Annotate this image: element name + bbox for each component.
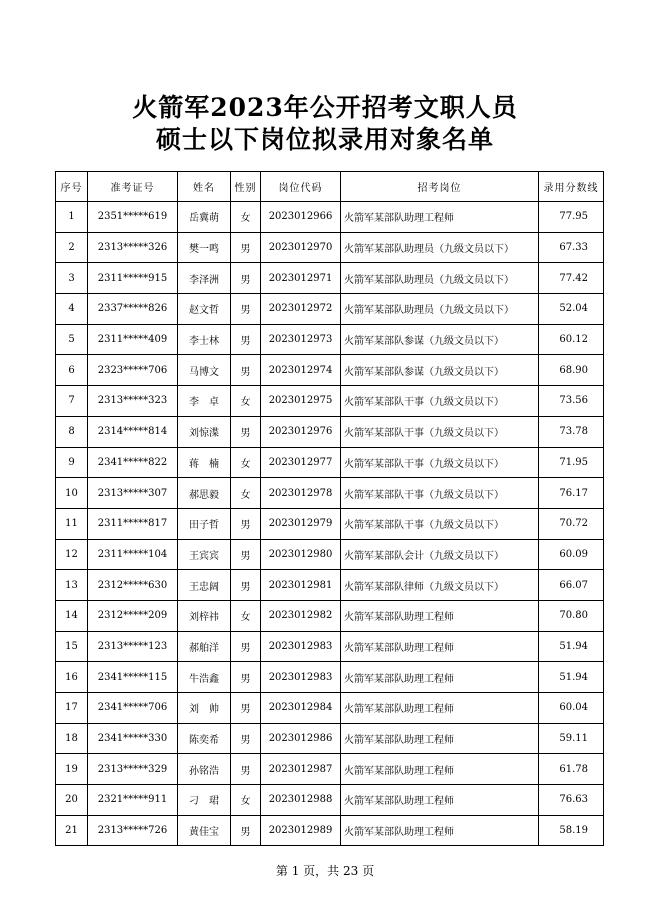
table-row	[56, 539, 604, 570]
score-line: 77.95	[539, 202, 604, 233]
row-index: 17	[56, 693, 88, 724]
position-title: 火箭军某部队参谋（九级文员以下）	[341, 324, 539, 355]
position-code: 2023012977	[261, 447, 341, 478]
position-title: 火箭军某部队会计（九级文员以下）	[341, 539, 539, 570]
header-position-code: 岗位代码	[261, 172, 341, 202]
score-line: 76.17	[539, 478, 604, 509]
table-row	[56, 631, 604, 662]
table-row	[56, 386, 604, 417]
header-gender: 性别	[231, 172, 261, 202]
score-line: 71.95	[539, 447, 604, 478]
gender: 男	[231, 570, 261, 601]
row-index: 19	[56, 754, 88, 785]
position-code: 2023012974	[261, 355, 341, 386]
exam-number: 2313*****123	[88, 631, 178, 662]
candidate-name: 樊一鸣	[178, 232, 231, 263]
gender: 男	[231, 631, 261, 662]
score-line: 52.04	[539, 294, 604, 325]
row-index: 18	[56, 723, 88, 754]
candidate-name: 田子哲	[178, 508, 231, 539]
candidate-name: 刘 帅	[178, 693, 231, 724]
gender: 男	[231, 539, 261, 570]
row-index: 10	[56, 478, 88, 509]
gender: 男	[231, 294, 261, 325]
position-title: 火箭军某部队干事（九级文员以下）	[341, 447, 539, 478]
position-title: 火箭军某部队助理工程师	[341, 600, 539, 631]
table-row	[56, 447, 604, 478]
table-row	[56, 815, 604, 846]
position-title: 火箭军某部队参谋（九级文员以下）	[341, 355, 539, 386]
table-row	[56, 693, 604, 724]
row-index: 1	[56, 202, 88, 233]
gender: 男	[231, 416, 261, 447]
row-index: 6	[56, 355, 88, 386]
gender: 女	[231, 785, 261, 816]
candidate-name: 王忠阔	[178, 570, 231, 601]
header-position: 招考岗位	[341, 172, 539, 202]
position-code: 2023012989	[261, 815, 341, 846]
row-index: 16	[56, 662, 88, 693]
exam-number: 2311*****409	[88, 324, 178, 355]
gender: 男	[231, 815, 261, 846]
candidate-name: 牛浩鑫	[178, 662, 231, 693]
exam-number: 2341*****330	[88, 723, 178, 754]
gender: 女	[231, 600, 261, 631]
gender: 女	[231, 202, 261, 233]
table-header-row	[56, 172, 604, 202]
score-line: 66.07	[539, 570, 604, 601]
table-row	[56, 263, 604, 294]
exam-number: 2313*****307	[88, 478, 178, 509]
candidate-name: 黄佳宝	[178, 815, 231, 846]
exam-number: 2313*****726	[88, 815, 178, 846]
exam-number: 2311*****915	[88, 263, 178, 294]
position-title: 火箭军某部队干事（九级文员以下）	[341, 416, 539, 447]
header-score-line: 录用分数线	[539, 172, 604, 202]
row-index: 5	[56, 324, 88, 355]
position-code: 2023012972	[261, 294, 341, 325]
candidate-name: 刁 珺	[178, 785, 231, 816]
candidate-name: 赵文哲	[178, 294, 231, 325]
position-code: 2023012982	[261, 600, 341, 631]
exam-number: 2313*****323	[88, 386, 178, 417]
exam-number: 2341*****115	[88, 662, 178, 693]
table-row	[56, 355, 604, 386]
exam-number: 2341*****822	[88, 447, 178, 478]
table-row	[56, 570, 604, 601]
candidate-name: 蒋 楠	[178, 447, 231, 478]
exam-number: 2312*****630	[88, 570, 178, 601]
table-row	[56, 324, 604, 355]
position-title: 火箭军某部队助理工程师	[341, 662, 539, 693]
score-line: 59.11	[539, 723, 604, 754]
gender: 男	[231, 508, 261, 539]
position-code: 2023012970	[261, 232, 341, 263]
table-row	[56, 202, 604, 233]
gender: 男	[231, 693, 261, 724]
position-code: 2023012987	[261, 754, 341, 785]
candidate-name: 郝舶洋	[178, 631, 231, 662]
row-index: 2	[56, 232, 88, 263]
score-line: 70.80	[539, 600, 604, 631]
score-line: 58.19	[539, 815, 604, 846]
candidate-name: 李 卓	[178, 386, 231, 417]
position-code: 2023012984	[261, 693, 341, 724]
position-title: 火箭军某部队助理工程师	[341, 202, 539, 233]
score-line: 51.94	[539, 631, 604, 662]
candidate-name: 王宾宾	[178, 539, 231, 570]
position-title: 火箭军某部队干事（九级文员以下）	[341, 386, 539, 417]
gender: 男	[231, 355, 261, 386]
table-row	[56, 723, 604, 754]
row-index: 8	[56, 416, 88, 447]
position-title: 火箭军某部队律师（九级文员以下）	[341, 570, 539, 601]
position-title: 火箭军某部队助理工程师	[341, 723, 539, 754]
score-line: 60.04	[539, 693, 604, 724]
gender: 女	[231, 478, 261, 509]
candidate-name: 李泽洲	[178, 263, 231, 294]
exam-number: 2321*****911	[88, 785, 178, 816]
position-code: 2023012976	[261, 416, 341, 447]
score-line: 77.42	[539, 263, 604, 294]
admission-list-table	[55, 171, 604, 846]
table-row	[56, 754, 604, 785]
row-index: 20	[56, 785, 88, 816]
row-index: 7	[56, 386, 88, 417]
table-row	[56, 294, 604, 325]
gender: 女	[231, 447, 261, 478]
exam-number: 2311*****817	[88, 508, 178, 539]
score-line: 67.33	[539, 232, 604, 263]
position-title: 火箭军某部队助理工程师	[341, 693, 539, 724]
row-index: 14	[56, 600, 88, 631]
page-footer: 第 1 页，共 23 页	[275, 864, 375, 878]
score-line: 61.78	[539, 754, 604, 785]
position-code: 2023012983	[261, 662, 341, 693]
exam-number: 2314*****814	[88, 416, 178, 447]
score-line: 68.90	[539, 355, 604, 386]
exam-number: 2311*****104	[88, 539, 178, 570]
position-code: 2023012983	[261, 631, 341, 662]
gender: 男	[231, 723, 261, 754]
exam-number: 2313*****326	[88, 232, 178, 263]
score-line: 73.78	[539, 416, 604, 447]
document-title-line1: 火箭军2023年公开招考文职人员	[132, 93, 518, 122]
position-code: 2023012966	[261, 202, 341, 233]
position-title: 火箭军某部队助理工程师	[341, 815, 539, 846]
table-row	[56, 662, 604, 693]
gender: 男	[231, 754, 261, 785]
score-line: 70.72	[539, 508, 604, 539]
row-index: 21	[56, 815, 88, 846]
gender: 女	[231, 386, 261, 417]
candidate-name: 马博文	[178, 355, 231, 386]
table-row	[56, 232, 604, 263]
gender: 男	[231, 662, 261, 693]
candidate-name: 刘梓祎	[178, 600, 231, 631]
position-code: 2023012978	[261, 478, 341, 509]
position-code: 2023012981	[261, 570, 341, 601]
position-title: 火箭军某部队助理工程师	[341, 785, 539, 816]
document-title-line2: 硕士以下岗位拟录用对象名单	[155, 125, 494, 154]
gender: 男	[231, 232, 261, 263]
exam-number: 2313*****329	[88, 754, 178, 785]
table-row	[56, 785, 604, 816]
position-title: 火箭军某部队助理工程师	[341, 631, 539, 662]
candidate-name: 刘惊渫	[178, 416, 231, 447]
position-code: 2023012973	[261, 324, 341, 355]
gender: 男	[231, 324, 261, 355]
row-index: 15	[56, 631, 88, 662]
position-code: 2023012986	[261, 723, 341, 754]
position-code: 2023012988	[261, 785, 341, 816]
score-line: 76.63	[539, 785, 604, 816]
row-index: 9	[56, 447, 88, 478]
row-index: 3	[56, 263, 88, 294]
exam-number: 2351*****619	[88, 202, 178, 233]
exam-number: 2323*****706	[88, 355, 178, 386]
position-title: 火箭军某部队助理员（九级文员以下）	[341, 294, 539, 325]
score-line: 73.56	[539, 386, 604, 417]
candidate-name: 岳冀萌	[178, 202, 231, 233]
position-code: 2023012971	[261, 263, 341, 294]
gender: 男	[231, 263, 261, 294]
exam-number: 2341*****706	[88, 693, 178, 724]
row-index: 11	[56, 508, 88, 539]
header-index: 序号	[56, 172, 88, 202]
row-index: 12	[56, 539, 88, 570]
position-title: 火箭军某部队干事（九级文员以下）	[341, 478, 539, 509]
score-line: 60.12	[539, 324, 604, 355]
row-index: 13	[56, 570, 88, 601]
position-title: 火箭军某部队助理员（九级文员以下）	[341, 232, 539, 263]
exam-number: 2312*****209	[88, 600, 178, 631]
table-row	[56, 600, 604, 631]
position-code: 2023012979	[261, 508, 341, 539]
score-line: 51.94	[539, 662, 604, 693]
exam-number: 2337*****826	[88, 294, 178, 325]
candidate-name: 陈奕希	[178, 723, 231, 754]
table-row	[56, 478, 604, 509]
header-exam-number: 准考证号	[88, 172, 178, 202]
position-title: 火箭军某部队助理员（九级文员以下）	[341, 263, 539, 294]
table-row	[56, 508, 604, 539]
position-title: 火箭军某部队助理工程师	[341, 754, 539, 785]
position-title: 火箭军某部队干事（九级文员以下）	[341, 508, 539, 539]
candidate-name: 郝思毅	[178, 478, 231, 509]
candidate-name: 孙铭浩	[178, 754, 231, 785]
position-code: 2023012980	[261, 539, 341, 570]
score-line: 60.09	[539, 539, 604, 570]
position-code: 2023012975	[261, 386, 341, 417]
candidate-name: 李士林	[178, 324, 231, 355]
row-index: 4	[56, 294, 88, 325]
header-name: 姓名	[178, 172, 231, 202]
table-row	[56, 416, 604, 447]
